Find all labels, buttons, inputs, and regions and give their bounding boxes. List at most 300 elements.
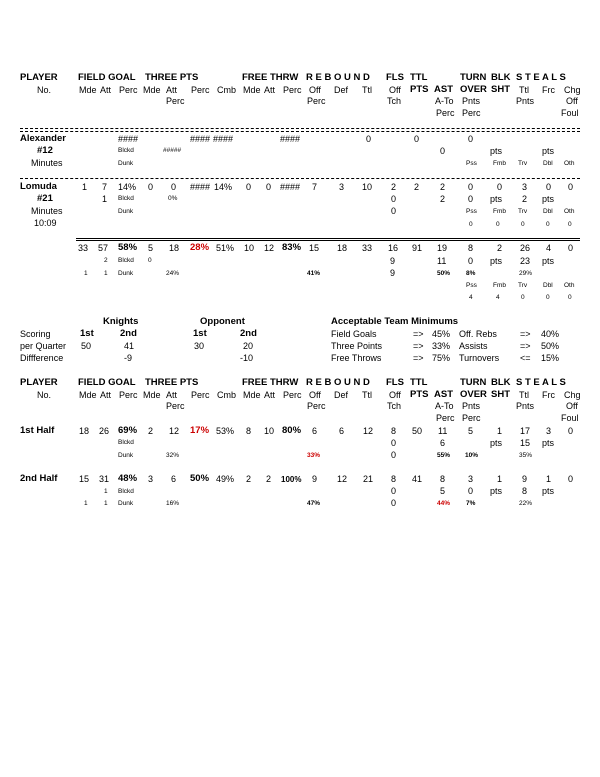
col-ttl: TTL (410, 377, 428, 388)
fls-off: 0 (391, 194, 397, 204)
knights-label: Knights (103, 316, 139, 327)
h2-ast3: 44% (437, 500, 451, 507)
h1-tp-att: 12 (169, 426, 180, 436)
min-arrow2: => (520, 341, 531, 351)
minimums-title: Acceptable Team Minimums (331, 316, 459, 327)
h1-reb-ttl: 12 (363, 426, 374, 436)
col-perc-pnts: Perc (462, 413, 481, 423)
col-three-pts: THREE PTS (145, 72, 199, 83)
steal-ttl: 3 (522, 182, 528, 192)
h1-steal3: 35% (519, 452, 533, 459)
h2-reb-ttl: 21 (363, 474, 374, 484)
col-ttl: TTL (410, 72, 428, 83)
col-over: OVER (460, 389, 487, 400)
col-ttl3: Ttl (519, 85, 529, 95)
col-pnts2: Pnts (516, 401, 535, 411)
col-free-throw: FREE THRW (242, 72, 299, 83)
col-perc: Perc (119, 85, 138, 95)
col-ato: A-To (435, 96, 454, 106)
col-pts: PTS (410, 84, 429, 95)
blckd-value: 0 (148, 257, 152, 264)
o-second: 2nd (240, 328, 257, 339)
turn: 0 (468, 182, 474, 192)
turn-pts: pts (490, 194, 503, 204)
h2-steal: 9 (522, 474, 528, 484)
player-number: #12 (37, 145, 53, 156)
tot-turn-pts: pts (490, 256, 503, 266)
h2-fg-perc: 48% (118, 473, 138, 484)
tot-fg-sub: 2 (104, 257, 108, 264)
pss-value: 0 (469, 221, 473, 228)
tot-pts: 91 (412, 243, 423, 253)
col-pts: PTS (410, 389, 429, 400)
h1-ft-mde: 8 (246, 426, 252, 436)
tot-fls: 16 (388, 243, 399, 253)
h2-sub2a: 1 (84, 500, 88, 507)
trv-label: Trv (518, 160, 528, 167)
col-perc3: Perc (283, 85, 302, 95)
col-three-pts: THREE PTS (145, 377, 199, 388)
col-rebound: R E B O U N D (306, 377, 370, 388)
turn-pts: pts (490, 146, 503, 156)
h2-frc: 1 (546, 474, 552, 484)
blckd-label: Blckd (118, 488, 134, 495)
tot-ft-att: 12 (264, 243, 275, 253)
h2-fg-att: 31 (99, 474, 110, 484)
o2: 20 (243, 341, 254, 351)
ft-perc: #### (280, 134, 301, 144)
col-def: Def (334, 85, 349, 95)
minutes-label: Minutes (31, 206, 63, 216)
fg-mde: 1 (82, 182, 88, 192)
k1: 50 (81, 341, 92, 351)
h1-chg: 0 (568, 426, 574, 436)
tot-fg-perc: 58% (118, 242, 138, 253)
reb-ttl: 0 (366, 134, 372, 144)
dbl-label: Dbl (543, 208, 553, 215)
tot-reb-perc: 41% (307, 270, 321, 277)
h2-ast2: 5 (440, 486, 446, 496)
col-ast: AST (434, 389, 453, 400)
col-chg: Chg (564, 85, 581, 95)
ast: 2 (440, 182, 446, 192)
tot-steal-pts: pts (542, 256, 555, 266)
h2-pts: 41 (412, 474, 423, 484)
col-fls: FLS (386, 377, 404, 388)
min-label2: Assists (459, 341, 488, 351)
h2-fls2: 0 (391, 486, 397, 496)
minutes-value: 10:09 (34, 218, 57, 228)
fmb-label: Fmb (493, 208, 506, 215)
h2-fg-mde: 15 (79, 474, 90, 484)
trv-value: 0 (521, 221, 525, 228)
tot-steal: 26 (520, 243, 531, 253)
k2: 41 (124, 341, 135, 351)
h1-fg-att: 26 (99, 426, 110, 436)
player-name: Alexander (20, 133, 66, 144)
h1-tp-cmb: 53% (216, 426, 235, 436)
col-fls: FLS (386, 72, 404, 83)
dbl-value: 0 (546, 294, 550, 301)
col-pnts: Pnts (462, 401, 481, 411)
ast: 0 (440, 146, 446, 156)
h2-tp-att: 6 (171, 474, 177, 484)
col-off: Off (309, 390, 321, 400)
col-att: Att (100, 390, 112, 400)
dbl-label: Dbl (543, 160, 553, 167)
k-first: 1st (80, 328, 94, 339)
tp-mde: 0 (148, 182, 154, 192)
col-perc-off: Perc (307, 401, 326, 411)
col-no: No. (37, 85, 52, 95)
tot-ast: 19 (437, 243, 448, 253)
minutes-label: Minutes (31, 158, 63, 168)
reb-off: 7 (312, 182, 318, 192)
oth-label: Oth (564, 160, 575, 167)
tp-sub: ##### (163, 147, 182, 154)
tp-cmb: #### (213, 134, 234, 144)
h2-fls: 8 (391, 474, 397, 484)
col-no: No. (37, 390, 52, 400)
col-over: OVER (460, 84, 487, 95)
col-cmb: Cmb (217, 390, 237, 400)
fg-sub: 1 (102, 194, 108, 204)
col-turn: TURN (460, 377, 487, 388)
col-perc-ato: Perc (436, 108, 455, 118)
tot-sub2b: 1 (104, 270, 108, 277)
ft-perc: #### (280, 182, 301, 192)
col-pnts: Pnts (462, 96, 481, 106)
col-mde2: Mde (143, 85, 161, 95)
blckd-label: Blckd (118, 195, 134, 202)
steal-chg: 0 (568, 182, 574, 192)
col-att3: Att (264, 85, 276, 95)
h2-fls3: 0 (391, 498, 397, 508)
min-value2: 15% (541, 353, 560, 363)
h1-ast2: 6 (440, 438, 446, 448)
player-number: #21 (37, 193, 53, 204)
odiff: -10 (240, 353, 254, 363)
h2-chg: 0 (568, 474, 574, 484)
h2-ft-att: 2 (266, 474, 272, 484)
dunk-perc: 32% (166, 452, 180, 459)
oth-value: 0 (568, 221, 572, 228)
col-perc-off: Perc (307, 96, 326, 106)
h1-fls2: 0 (391, 438, 397, 448)
min-value2: 40% (541, 329, 560, 339)
h1-steal2: 15 (520, 438, 531, 448)
tp-cmb: 14% (214, 182, 233, 192)
h1-pts: 50 (412, 426, 423, 436)
h2-turn: 3 (468, 474, 474, 484)
col-att: Att (100, 85, 112, 95)
h2-steal2: 8 (522, 486, 528, 496)
steal-pts: pts (542, 194, 555, 204)
h1-ast: 11 (438, 426, 448, 436)
tot-turn: 8 (468, 243, 474, 253)
h1-reb-perc: 33% (307, 452, 321, 459)
min-arrow: => (413, 329, 424, 339)
col-mde2: Mde (143, 390, 161, 400)
h1-fg-mde: 18 (79, 426, 90, 436)
col-perc2: Perc (191, 390, 210, 400)
fmb-label: Fmb (493, 282, 506, 289)
dunk-perc: 24% (166, 270, 180, 277)
half-label: 2nd Half (20, 473, 58, 484)
col-frc: Frc (542, 390, 555, 400)
col-steals: S T E A L S (516, 72, 566, 83)
tot-turn2: 0 (468, 256, 474, 266)
col-player: PLAYER (20, 72, 58, 83)
trv-value: 0 (521, 294, 525, 301)
fg-perc: #### (118, 134, 139, 144)
h2-reb-perc: 47% (307, 500, 321, 507)
tot-turn3: 8% (466, 270, 476, 277)
col-blk: BLK (491, 377, 511, 388)
col-mde3: Mde (243, 85, 261, 95)
fls: 2 (391, 182, 397, 192)
col-perc3: Perc (283, 390, 302, 400)
col-off: Off (309, 85, 321, 95)
h2-turn3: 7% (466, 500, 476, 507)
tot-ft-mde: 10 (244, 243, 255, 253)
pss-label: Pss (466, 208, 477, 215)
col-sht: SHT (491, 84, 510, 95)
min-arrow: => (413, 353, 424, 363)
tot-reb-ttl: 33 (362, 243, 373, 253)
pss-label: Pss (466, 160, 477, 167)
trv-label: Trv (518, 282, 528, 289)
tot-fls2: 9 (390, 256, 396, 266)
tot-ft-perc: 83% (282, 242, 302, 253)
col-tch: Tch (387, 401, 402, 411)
kdiff: -9 (124, 353, 133, 363)
o1: 30 (194, 341, 205, 351)
col-player: PLAYER (20, 377, 58, 388)
col-ato: A-To (435, 401, 454, 411)
col-pnts2: Pnts (516, 96, 535, 106)
col-field-goal: FIELD GOAL (78, 72, 136, 83)
col-perc-sub: Perc (166, 401, 185, 411)
tot-chg: 0 (568, 243, 574, 253)
min-label: Free Throws (331, 353, 382, 363)
tot-tp-mde: 5 (148, 243, 154, 253)
min-value: 45% (432, 329, 451, 339)
totals-line (76, 240, 580, 241)
tot-reb-off: 15 (309, 243, 320, 253)
col-perc-ato: Perc (436, 413, 455, 423)
tot-steal3: 29% (519, 270, 533, 277)
min-label: Field Goals (331, 329, 377, 339)
fmb-value: 0 (496, 221, 500, 228)
col-perc-sub: Perc (166, 96, 185, 106)
h2-sub1: 1 (104, 488, 108, 495)
h1-reb-off: 6 (312, 426, 318, 436)
col-perc-pnts: Perc (462, 108, 481, 118)
dbl-value: 0 (546, 221, 550, 228)
col-mde: Mde (79, 85, 97, 95)
tot-ast3: 50% (437, 270, 451, 277)
steal-pts: pts (542, 146, 555, 156)
per-quarter-label: per Quarter (20, 341, 67, 351)
col-perc: Perc (119, 390, 138, 400)
h2-sub2b: 1 (104, 500, 108, 507)
tot-tp-att: 18 (169, 243, 180, 253)
dunk-label: Dunk (118, 208, 134, 215)
tp-att: 0 (171, 182, 177, 192)
k-second: 2nd (120, 328, 137, 339)
h1-tp-perc: 17% (190, 425, 210, 436)
ft-mde: 0 (246, 182, 252, 192)
divider (20, 178, 580, 179)
min-value2: 50% (541, 341, 560, 351)
h1-frc: 3 (546, 426, 552, 436)
h2-ft-perc: 100% (281, 475, 302, 484)
dbl-label: Dbl (543, 282, 553, 289)
col-cmb: Cmb (217, 85, 237, 95)
h1-ast3: 55% (437, 452, 451, 459)
blk: 0 (497, 182, 503, 192)
col-perc2: Perc (191, 85, 210, 95)
oth-value: 0 (568, 294, 572, 301)
tp-perc: #### (190, 182, 211, 192)
h1-fls: 8 (391, 426, 397, 436)
min-label2: Turnovers (459, 353, 500, 363)
h1-turn: 5 (468, 426, 474, 436)
h2-turn2: 0 (468, 486, 474, 496)
oth-label: Oth (564, 208, 575, 215)
min-arrow: => (413, 341, 424, 351)
h1-ft-perc: 80% (282, 425, 302, 436)
tot-fls3: 9 (390, 268, 396, 278)
col-att3: Att (264, 390, 276, 400)
h1-steal-pts: pts (542, 438, 555, 448)
steal-pnts: 2 (522, 194, 528, 204)
h2-reb-def: 12 (337, 474, 348, 484)
col-off2: Off (389, 85, 401, 95)
col-off2: Off (389, 390, 401, 400)
fls: 0 (414, 134, 420, 144)
totals-line (76, 238, 580, 239)
min-value: 33% (432, 341, 451, 351)
player-name: Lomuda (20, 181, 57, 192)
turn-sub: 0 (468, 194, 474, 204)
tot-tp-cmb: 51% (216, 243, 235, 253)
tot-steal2: 23 (520, 256, 531, 266)
divider (20, 131, 580, 132)
col-ast: AST (434, 84, 453, 95)
pts: 2 (414, 182, 420, 192)
fg-att: 7 (102, 182, 108, 192)
col-att2: Att (166, 390, 178, 400)
oth-label: Oth (564, 282, 575, 289)
col-ttl2: Ttl (362, 85, 372, 95)
opponent-label: Opponent (200, 316, 245, 327)
col-def: Def (334, 390, 349, 400)
col-foul: Foul (561, 108, 579, 118)
tot-sub2a: 1 (84, 270, 88, 277)
h1-fg-perc: 69% (118, 425, 138, 436)
tot-tp-perc: 28% (190, 242, 210, 253)
min-label2: Off. Rebs (459, 329, 497, 339)
pss-label: Pss (466, 282, 477, 289)
tp-sub: 0% (168, 195, 178, 202)
dunk-perc: 16% (166, 500, 180, 507)
blckd-label: Blckd (118, 257, 134, 264)
col-rebound: R E B O U N D (306, 72, 370, 83)
h1-steal: 17 (520, 426, 531, 436)
fmb-label: Fmb (493, 160, 506, 167)
tot-blk: 2 (497, 243, 503, 253)
ast-ato: 2 (440, 194, 446, 204)
dunk-label: Dunk (118, 270, 134, 277)
h1-tp-mde: 2 (148, 426, 154, 436)
col-free-throw: FREE THRW (242, 377, 299, 388)
col-ttl3: Ttl (519, 390, 529, 400)
col-steals: S T E A L S (516, 377, 566, 388)
h2-steal3: 22% (519, 500, 533, 507)
h2-steal-pts: pts (542, 486, 555, 496)
h2-reb-off: 9 (312, 474, 318, 484)
turn: 0 (468, 134, 474, 144)
col-blk: BLK (491, 72, 511, 83)
min-label: Three Points (331, 341, 383, 351)
dunk-label: Dunk (118, 500, 134, 507)
h2-ft-mde: 2 (246, 474, 252, 484)
min-arrow2: => (520, 329, 531, 339)
reb-def: 3 (339, 182, 345, 192)
h1-turn3: 10% (465, 452, 479, 459)
col-tch: Tch (387, 96, 402, 106)
reb-ttl: 10 (362, 182, 373, 192)
scoring-label: Scoring (20, 329, 51, 339)
h1-ft-att: 10 (264, 426, 275, 436)
col-chg-off: Off (566, 96, 578, 106)
pss-value: 4 (469, 294, 473, 301)
h2-tp-perc: 50% (190, 473, 210, 484)
h2-tp-mde: 3 (148, 474, 154, 484)
fmb-value: 4 (496, 294, 500, 301)
h2-blk: 1 (497, 474, 503, 484)
col-ttl2: Ttl (362, 390, 372, 400)
tot-frc: 4 (546, 243, 552, 253)
min-arrow2: <= (520, 353, 531, 363)
h1-reb-def: 6 (339, 426, 345, 436)
col-frc: Frc (542, 85, 555, 95)
col-field-goal: FIELD GOAL (78, 377, 136, 388)
o-first: 1st (193, 328, 207, 339)
blckd-label: Blckd (118, 147, 134, 154)
col-mde: Mde (79, 390, 97, 400)
h2-tp-cmb: 49% (216, 474, 235, 484)
half-label: 1st Half (20, 425, 55, 436)
tot-reb-def: 18 (337, 243, 348, 253)
tp-perc: #### (190, 134, 211, 144)
difference-label: Diffference (20, 353, 64, 363)
tot-fg-mde: 33 (78, 243, 89, 253)
col-att2: Att (166, 85, 178, 95)
dunk-label: Dunk (118, 160, 134, 167)
h1-fls3: 0 (391, 450, 397, 460)
ft-att: 0 (266, 182, 272, 192)
trv-label: Trv (518, 208, 528, 215)
fg-perc: 14% (118, 182, 137, 192)
col-sht: SHT (491, 389, 510, 400)
col-turn: TURN (460, 72, 487, 83)
h2-turn-pts: pts (490, 486, 503, 496)
col-chg: Chg (564, 390, 581, 400)
min-value: 75% (432, 353, 451, 363)
